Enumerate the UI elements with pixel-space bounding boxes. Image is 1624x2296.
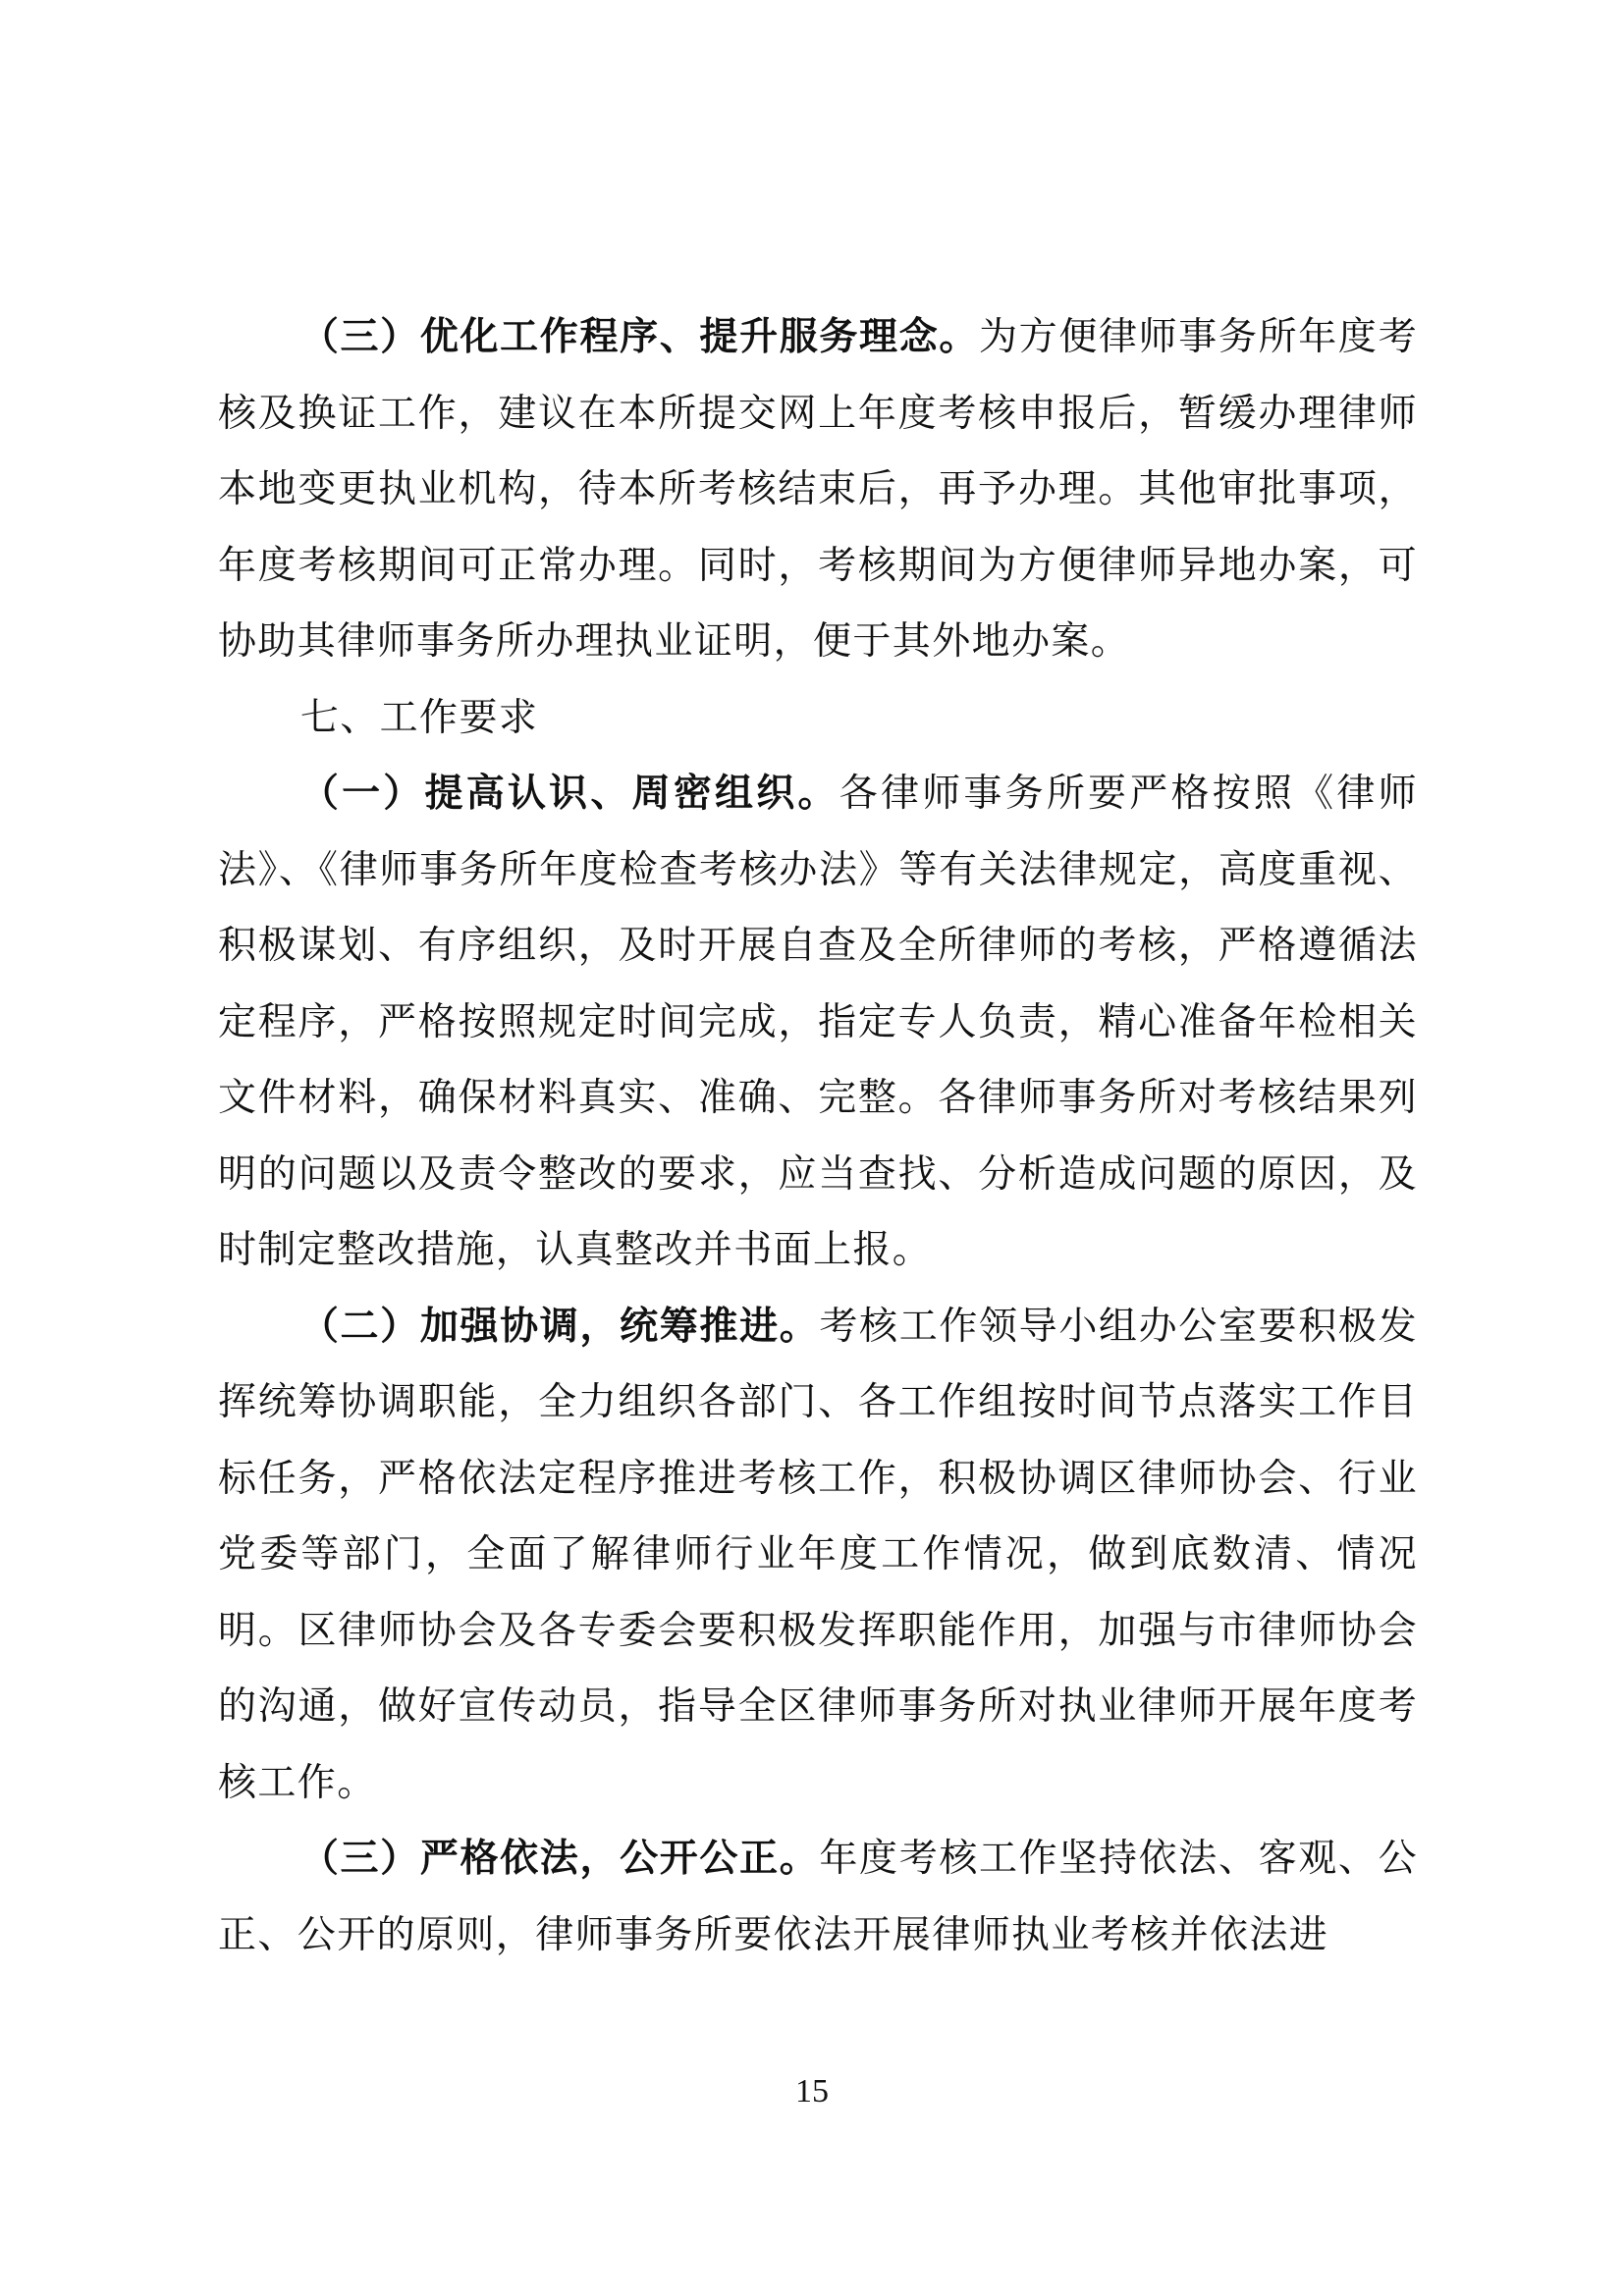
paragraph-strictly-lawful: [218, 1821, 1418, 1973]
section-heading-work-requirements: 七、工作要求: [299, 695, 539, 740]
paragraph-lead: （三）优化工作程序、提升服务理念。: [299, 315, 980, 359]
paragraph-raise-awareness: [218, 756, 1418, 1289]
paragraph-text: 年度考核工作坚持依法、客观、公正、公开的原则，律师事务所要依法开展律师执业考核并依法进: [218, 1837, 1418, 1957]
document-body: [218, 299, 1418, 1973]
paragraph-optimize-procedures: [218, 299, 1418, 680]
paragraph-strengthen-coordination: [218, 1289, 1418, 1822]
paragraph-text: 考核工作领导小组办公室要积极发挥统筹协调职能，全力组织各部门、各工作组按时间节点落实工作目标任务，严格依法定程序推进考核工作，积极协调区律师协会、行业党委等部门，全面了解律师行业年度工作情况，做到底数清、情况明。区律师协会及各专委会要积极发挥职能作用，加强与市律师协会的沟通，做好宣传动员，指导全区律师事务所对执业律师开展年度考核工作。: [218, 1304, 1418, 1805]
paragraph-lead: （一）提高认识、周密组织。: [299, 772, 839, 816]
paragraph-text: 为方便律师事务所年度考核及换证工作，建议在本所提交网上年度考核申报后，暂缓办理律师本地变更执业机构，待本所考核结束后，再予办理。其他审批事项，年度考核期间可正常办理。同时，考核期间为方便律师异地办案，可协助其律师事务所办理执业证明，便于其外地办案。: [218, 315, 1418, 664]
paragraph-lead: （二）加强协调，统筹推进。: [299, 1304, 820, 1349]
paragraph-text: 各律师事务所要严格按照《律师法》、《律师事务所年度检查考核办法》等有关法律规定，高度重视、积极谋划、有序组织，及时开展自查及全所律师的考核，严格遵循法定程序，严格按照规定时间完成，指定专人负责，精心准备年检相关文件材料，确保材料真实、准确、完整。各律师事务所对考核结果列明的问题以及责令整改的要求，应当查找、分析造成问题的原因，及时制定整改措施，认真整改并书面上报。: [218, 772, 1418, 1272]
page-number: 15: [795, 2073, 829, 2109]
paragraph-lead: （三）严格依法，公开公正。: [299, 1837, 820, 1881]
